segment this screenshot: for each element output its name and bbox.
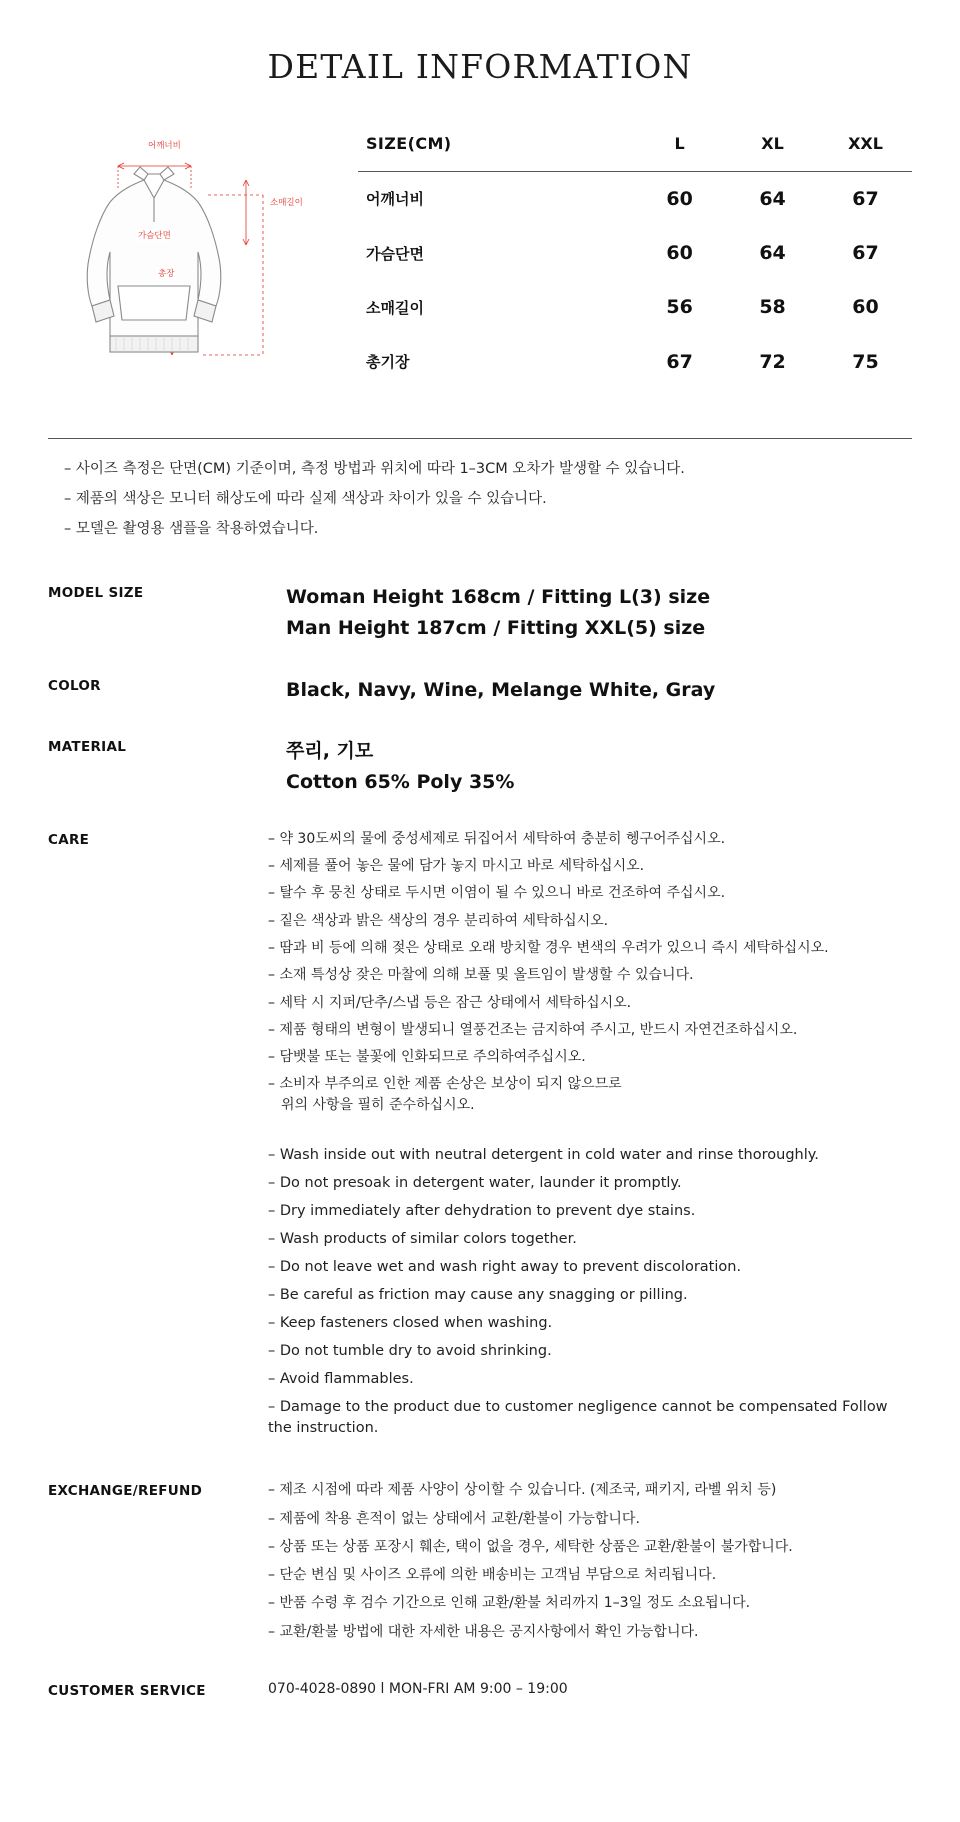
model-size-line: Woman Height 168cm / Fitting L(3) size <box>286 586 711 609</box>
diagram-label-chest: 가슴단면 <box>138 231 171 241</box>
care-item-ko-last-line1: – 소비자 부주의로 인한 제품 손상은 보상이 되지 않으므로 <box>268 1076 622 1093</box>
care-item-en: – Keep fasteners closed when washing. <box>268 1315 553 1332</box>
size-notes <box>48 438 912 540</box>
material-line: Cotton 65% Poly 35% <box>286 771 515 794</box>
size-section <box>0 134 960 414</box>
care-item-en-last <box>268 1397 912 1439</box>
exchange-item: – 제품에 착용 흔적이 없는 상태에서 교환/환불이 가능합니다. <box>268 1510 640 1527</box>
size-cell-xxl: 67 <box>852 242 879 265</box>
size-table-header-row <box>358 134 912 172</box>
size-table-header-3: XXL <box>819 134 912 172</box>
exchange-item: – 단순 변심 및 사이즈 오류에 의한 배송비는 고객님 부담으로 처리됩니다. <box>268 1567 717 1584</box>
care-item-en: – Avoid flammables. <box>268 1371 414 1388</box>
exchange-item: – 교환/환불 방법에 대한 자세한 내용은 공지사항에서 확인 가능합니다. <box>268 1623 699 1640</box>
care-item-ko: – 짙은 색상과 밝은 색상의 경우 분리하여 세탁하십시오. <box>268 912 609 929</box>
care-item-en: – Wash inside out with neutral detergent in cold water and rinse thoroughly. <box>268 1147 819 1164</box>
size-cell-xxl: 60 <box>852 296 879 319</box>
size-row-label: 소매길이 <box>366 298 424 317</box>
care-item-en: – Do not leave wet and wash right away to prevent discoloration. <box>268 1259 742 1276</box>
care-item-ko-last <box>268 1074 912 1115</box>
care-label: CARE <box>48 831 90 848</box>
table-row <box>358 280 912 334</box>
model-size-label: MODEL SIZE <box>48 585 144 602</box>
size-table <box>358 134 912 389</box>
care-item-en-last-line1: – Damage to the product due to customer negligence cannot be compensated <box>268 1399 838 1416</box>
care-item-en: – Wash products of similar colors together. <box>268 1231 577 1248</box>
care-item-ko: – 탈수 후 뭉친 상태로 두시면 이염이 될 수 있으니 바로 건조하여 주십시오. <box>268 885 726 902</box>
exchange-item: – 상품 또는 상품 포장시 훼손, 택이 없을 경우, 세탁한 상품은 교환/환불이 불가합니다. <box>268 1538 793 1555</box>
table-row <box>358 335 912 389</box>
diagram-label-shoulder: 어깨너비 <box>148 141 181 151</box>
size-cell-l: 60 <box>666 187 693 210</box>
size-note-item: – 사이즈 측정은 단면(CM) 기준이며, 측정 방법과 위치에 따라 1–3CM 오차가 발생할 수 있습니다. <box>64 461 685 477</box>
care-item-en: – Be careful as friction may cause any snagging or pilling. <box>268 1287 688 1304</box>
material-label: MATERIAL <box>48 739 127 756</box>
exchange-refund-list <box>238 1480 912 1650</box>
size-cell-xl: 72 <box>759 350 786 373</box>
model-size-line: Man Height 187cm / Fitting XXL(5) size <box>286 617 706 640</box>
care-item-ko: – 제품 형태의 변형이 발생되니 열풍건조는 금지하여 주시고, 반드시 자연건조하십시오. <box>268 1021 798 1038</box>
size-cell-l: 60 <box>666 242 693 265</box>
spec-section <box>0 582 960 1699</box>
garment-measurement-diagram <box>48 134 348 414</box>
care-item-en: – Dry immediately after dehydration to prevent dye stains. <box>268 1203 696 1220</box>
care-item-en-last-line2: Follow the instruction. <box>268 1399 888 1437</box>
care-item-en: – Do not tumble dry to avoid shrinking. <box>268 1343 552 1360</box>
material-value-wrap <box>238 736 912 799</box>
material-line: 쭈리, 기모 <box>286 740 374 763</box>
size-cell-l: 56 <box>666 296 693 319</box>
care-row <box>48 829 912 1446</box>
care-item-ko: – 약 30도씨의 물에 중성세제로 뒤집어서 세탁하여 충분히 헹구어주십시오. <box>268 830 726 847</box>
care-item-ko: – 세탁 시 지퍼/단추/스냅 등은 잠근 상태에서 세탁하십시오. <box>268 994 632 1011</box>
care-item-ko: – 소재 특성상 잦은 마찰에 의해 보풀 및 올트임이 발생할 수 있습니다. <box>268 967 694 984</box>
size-cell-l: 67 <box>666 350 693 373</box>
care-content <box>238 829 912 1446</box>
diagram-label-total: 총장 <box>158 269 175 279</box>
size-table-header-1: L <box>633 134 726 172</box>
diagram-label-sleeve: 소매길이 <box>270 198 303 208</box>
exchange-item: – 제조 시점에 따라 제품 사양이 상이할 수 있습니다. (제조국, 패키지, 라벨 위치 등) <box>268 1482 777 1499</box>
size-row-label: 총기장 <box>366 353 410 372</box>
customer-service-value: 070-4028-0890 l MON-FRI AM 9:00 – 19:00 <box>268 1680 568 1697</box>
size-row-label: 어깨너비 <box>366 190 424 209</box>
care-item-en: – Do not presoak in detergent water, launder it promptly. <box>268 1175 682 1192</box>
care-item-ko: – 세제를 풀어 놓은 물에 담가 놓지 마시고 바로 세탁하십시오. <box>268 858 645 875</box>
exchange-refund-label: EXCHANGE/REFUND <box>48 1483 203 1500</box>
sweatshirt-diagram-svg <box>48 140 348 410</box>
care-item-ko-last-line2: 위의 사항을 필히 준수하십시오. <box>281 1096 475 1113</box>
color-label: COLOR <box>48 677 101 694</box>
exchange-item: – 반품 수령 후 검수 기간으로 인해 교환/환불 처리까지 1–3일 정도 소요됩니다. <box>268 1595 751 1612</box>
care-list-en <box>268 1145 912 1439</box>
size-table-header-0: SIZE(CM) <box>358 134 633 172</box>
size-note-item: – 모델은 촬영용 샘플을 착용하였습니다. <box>64 521 319 538</box>
size-cell-xxl: 75 <box>852 350 879 373</box>
size-table-header-2: XL <box>726 134 819 172</box>
care-item-ko: – 땀과 비 등에 의해 젖은 상태로 오래 방치할 경우 변색의 우려가 있으니 즉시 세탁하십시오. <box>268 939 829 956</box>
color-value-wrap <box>238 675 912 706</box>
table-row <box>358 172 912 226</box>
size-row-label: 가슴단면 <box>366 244 424 263</box>
customer-service-row <box>48 1680 912 1699</box>
size-cell-xl: 64 <box>759 187 786 210</box>
size-note-item: – 제품의 색상은 모니터 해상도에 따라 실제 색상과 차이가 있을 수 있습니다. <box>64 491 547 508</box>
customer-service-label: CUSTOMER SERVICE <box>48 1682 206 1699</box>
color-row <box>48 675 912 706</box>
care-item-ko: – 담뱃불 또는 불꽃에 인화되므로 주의하여주십시오. <box>268 1049 586 1066</box>
material-row <box>48 736 912 799</box>
size-cell-xl: 58 <box>759 296 786 319</box>
page-title: DETAIL INFORMATION <box>267 47 693 86</box>
care-list-ko <box>268 829 912 1115</box>
size-cell-xl: 64 <box>759 242 786 265</box>
table-row <box>358 226 912 280</box>
exchange-refund-row <box>48 1480 912 1650</box>
model-size-value <box>238 582 912 645</box>
model-size-row <box>48 582 912 645</box>
color-value: Black, Navy, Wine, Melange White, Gray <box>286 678 716 701</box>
size-cell-xxl: 67 <box>852 187 879 210</box>
